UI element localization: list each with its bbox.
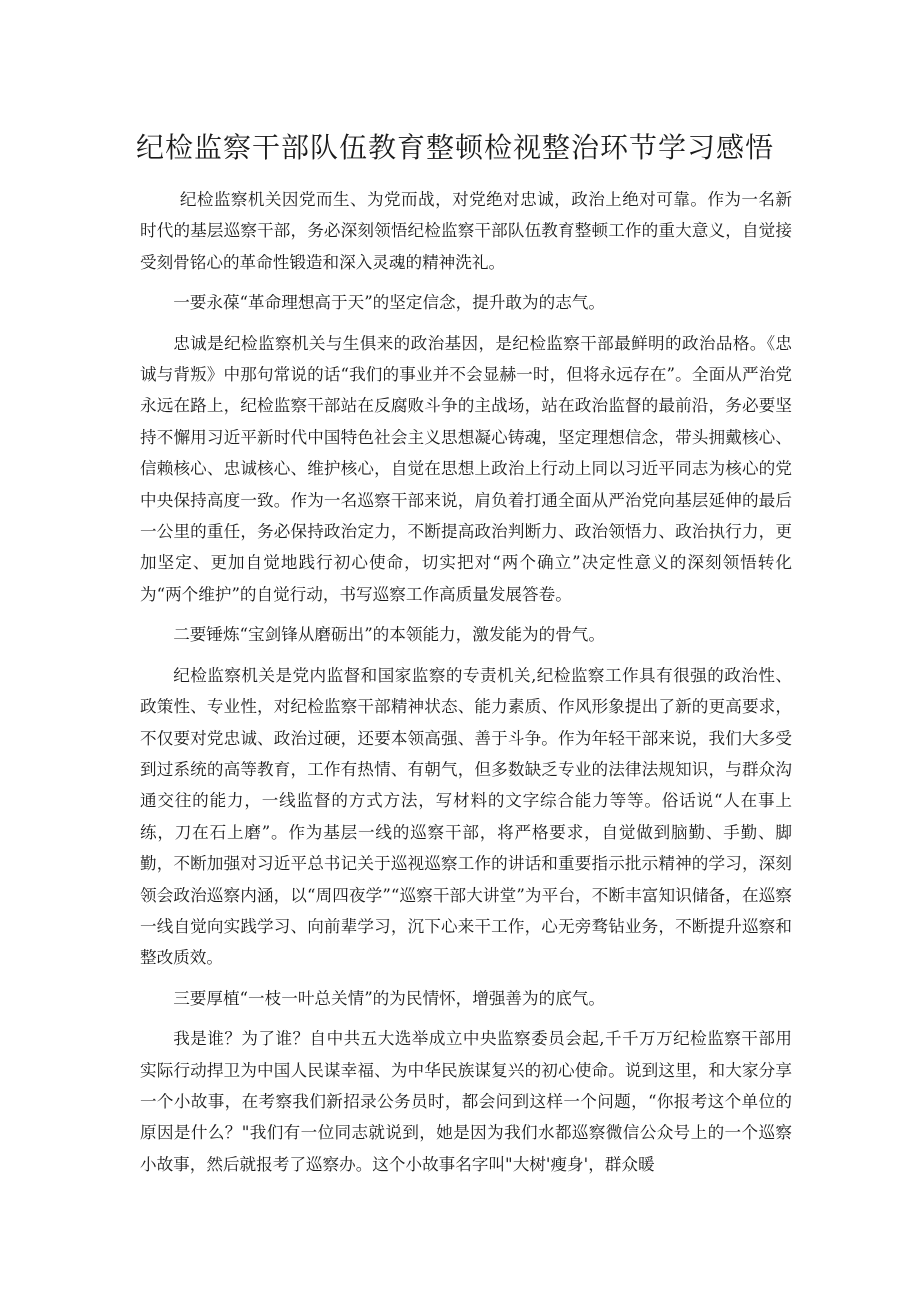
paragraph-heading-2: 二要锤炼“宝剑锋从磨砺出”的本领能力，激发能为的骨气。 <box>173 625 605 645</box>
document-body <box>140 184 792 1189</box>
paragraph-loyalty: 忠诚是纪检监察机关与生俱来的政治基因，是纪检监察干部最鲜明的政治品格。《忠诚与背叛》中那句常说的话“我们的事业并不会显赫一时，但将永远存在”。全面从严治党永远在路上，纪检监察干部站在反腐败斗争的主战场，站在政治监督的最前沿，务必要坚持不懈用习近平新时代中国特色社会主义思想凝心铸魂，坚定理想信念，带头拥戴核心、信赖核心、忠诚核心、维护核心，自觉在思想上政治上行动上同以习近平同志为核心的党中央保持高度一致。作为一名巡察干部来说，肩负着打通全面从严治党向基层延伸的最后一公里的重任，务必保持政治定力，不断提高政治判断力、政治领悟力、政治执行力，更加坚定、更加自觉地践行初心使命，切实把对“两个确立”决定性意义的深刻领悟转化为“两个维护”的自觉行动，书写巡察工作高质量发展答卷。 <box>140 333 792 604</box>
paragraph-heading-1: 一要永葆“革命理想高于天”的坚定信念，提升敢为的志气。 <box>173 293 605 313</box>
document-title: 纪检监察干部队伍教育整顿检视整治环节学习感悟 <box>136 131 775 164</box>
paragraph-ability: 纪检监察机关是党内监督和国家监察的专责机关,纪检监察工作具有很强的政治性、政策性、专业性，对纪检监察干部精神状态、能力素质、作风形象提出了新的更高要求，不仅要对党忠诚、政治过硬，还要本领高强、善于斗争。作为年轻干部来说，我们大多受到过系统的高等教育，工作有热情、有朝气，但多数缺乏专业的法律法规知识，与群众沟通交往的能力，一线监督的方式方法，写材料的文字综合能力等等。俗话说“人在事上练，刀在石上磨”。作为基层一线的巡察干部，将严格要求，自觉做到脑勤、手勤、脚勤，不断加强对习近平总书记关于巡视巡察工作的讲话和重要指示批示精神的学习，深刻领会政治巡察内涵，以“周四夜学”“巡察干部大讲堂”为平台，不断丰富知识储备，在巡察一线自觉向实践学习、向前辈学习，沉下心来干工作，心无旁骛钻业务，不断提升巡察和整改质效。 <box>140 665 792 968</box>
paragraph-people: 我是谁？为了谁？自中共五大选举成立中央监察委员会起,千千万万纪检监察干部用实际行动捍卫为中国人民谋幸福、为中华民族谋复兴的初心使命。说到这里，和大家分享一个小故事，在考察我们新招录公务员时，都会问到这样一个问题，“你报考这个单位的原因是什么？"我们有一位同志就说到，她是因为我们水都巡察微信公众号上的一个巡察小故事，然后就报考了巡察办。这个小故事名字叫"大树'瘦身'，群众暖 <box>140 1029 792 1174</box>
paragraph-heading-3: 三要厚植“一枝一叶总关情”的为民情怀，增强善为的底气。 <box>173 988 605 1008</box>
paragraph-intro: 纪检监察机关因党而生、为党而战，对党绝对忠诚，政治上绝对可靠。作为一名新时代的基层巡察干部，务必深刻领悟纪检监察干部队伍教育整顿工作的重大意义，自觉接受刻骨铭心的革命性锻造和深入灵魂的精神洗礼。 <box>140 190 792 272</box>
